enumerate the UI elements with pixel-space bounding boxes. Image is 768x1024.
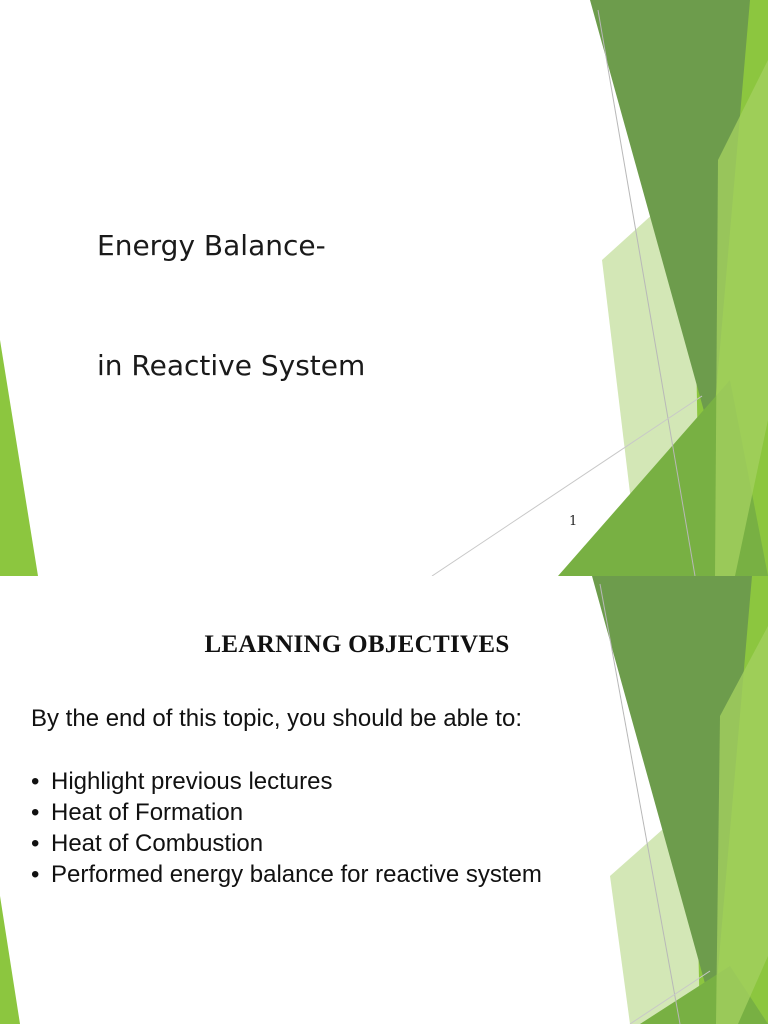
list-item: • Heat of Formation [31, 797, 542, 828]
list-item: • Heat of Combustion [31, 828, 542, 859]
slide-title-text [97, 146, 365, 466]
left-edge-sliver [0, 340, 38, 576]
left-edge-sliver [0, 896, 20, 1024]
objectives-list [31, 766, 542, 890]
objectives-heading: LEARNING OBJECTIVES [204, 631, 510, 658]
objectives-intro: By the end of this topic, you should be able to: [31, 705, 522, 732]
slide-objectives [0, 576, 768, 1024]
title-line-2: in Reactive System [97, 349, 366, 382]
title-line-1: Energy Balance- [97, 229, 326, 262]
page-number: 1 [569, 514, 578, 529]
list-item: • Performed energy balance for reactive system [31, 859, 542, 890]
list-item: • Highlight previous lectures [31, 766, 542, 797]
